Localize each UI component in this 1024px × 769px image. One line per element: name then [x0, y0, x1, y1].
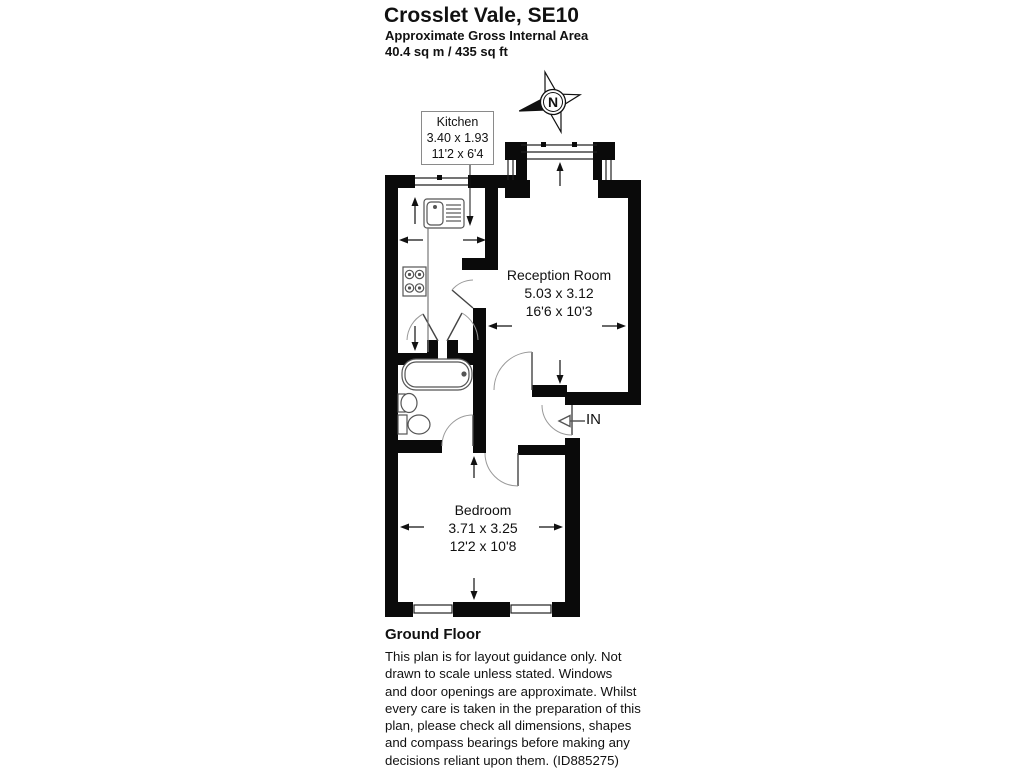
disclaimer-line: every care is taken in the preparation of this: [385, 700, 641, 716]
bedroom-label: [413, 501, 553, 555]
bay-side-window-right: [606, 160, 611, 180]
kitchen-sink: [424, 199, 464, 228]
area-value: 40.4 sq m / 435 sq ft: [385, 44, 508, 59]
bathtub: [402, 359, 472, 390]
kitchen-window: [415, 175, 468, 185]
bay-window: [521, 142, 597, 159]
bedroom-window-right: [511, 605, 551, 613]
toilet: [398, 415, 430, 434]
hob: [403, 267, 426, 296]
closet-door-leaf-b: [447, 313, 462, 341]
reception-room-label: [489, 266, 629, 320]
corridor-door-leaf: [452, 290, 473, 308]
reception-door-arc: [494, 352, 532, 390]
kitchen-imperial: 11'2 x 6'4: [431, 147, 484, 161]
kitchen-callout: [421, 111, 494, 165]
disclaimer-line: This plan is for layout guidance only. Not: [385, 649, 622, 664]
reception-name: Reception Room: [506, 267, 612, 283]
bathroom-door-arc: [442, 415, 473, 446]
disclaimer-line: decisions reliant upon them. (ID885275): [385, 752, 619, 768]
bedroom-imperial: 12'2 x 10'8: [449, 538, 517, 554]
compass-n-label: N: [547, 94, 559, 110]
closet-door-leaf-a: [423, 314, 438, 341]
bedroom-metric: 3.71 x 3.25: [448, 520, 518, 536]
disclaimer-line: drawn to scale unless stated. Windows: [385, 666, 613, 682]
area-subtitle: Approximate Gross Internal Area: [385, 28, 589, 43]
reception-metric: 5.03 x 3.12: [524, 285, 594, 301]
disclaimer-line: and compass bearings before making any: [385, 735, 630, 751]
wash-basin: [398, 394, 417, 413]
reception-imperial: 16'6 x 10'3: [525, 303, 593, 319]
disclaimer-line: plan, please check all dimensions, shapes: [385, 718, 632, 734]
compass-rose: [511, 65, 588, 141]
bedroom-name: Bedroom: [454, 502, 512, 518]
kitchen-metric: 3.40 x 1.93: [426, 131, 489, 145]
disclaimer-line: and door openings are approximate. Whilst: [385, 683, 637, 699]
bedroom-door-arc: [485, 453, 518, 486]
kitchen-name: Kitchen: [436, 115, 479, 129]
bedroom-window-left: [414, 605, 452, 613]
entrance-in-label: IN: [586, 411, 601, 428]
page-title: Crosslet Vale, SE10: [384, 4, 579, 27]
corridor-door-arc: [452, 280, 473, 290]
floor-name: Ground Floor: [385, 626, 481, 643]
